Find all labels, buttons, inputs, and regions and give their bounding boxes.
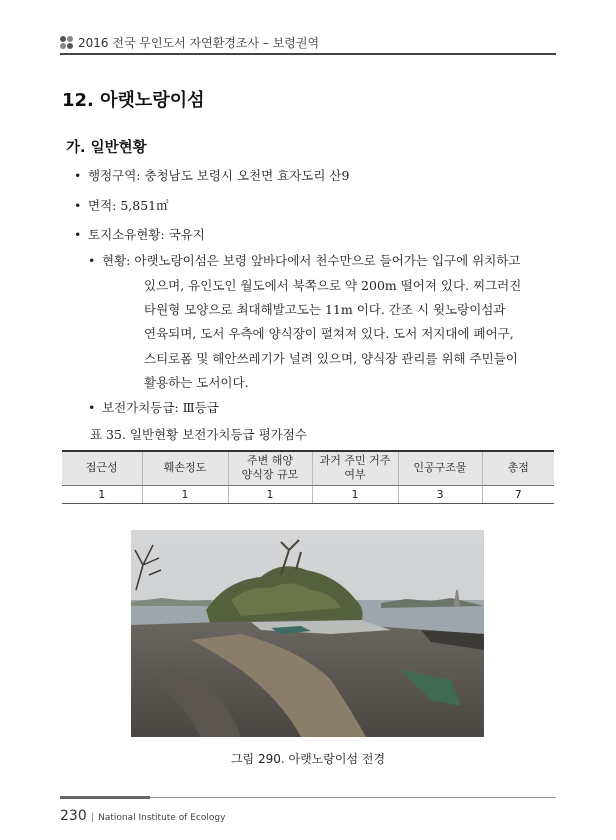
bullet-status: [88, 249, 520, 273]
page-number: 230: [60, 808, 87, 824]
footer-rule: [60, 797, 556, 798]
table-cell: 7: [482, 485, 554, 503]
table-header-text: 접근성: [85, 461, 118, 475]
bullet-area: [74, 194, 169, 218]
header-dots-icon: [60, 36, 74, 50]
table-header-cell: [228, 451, 312, 485]
table-row: [62, 485, 554, 503]
table-header-text: 인공구조물: [413, 461, 467, 475]
status-line: 스티로폼 및 해안쓰레기가 널려 있으며, 양식장 관리를 위해 주민들이: [144, 350, 518, 366]
header-rule: [60, 53, 556, 55]
table-header-cell: [482, 451, 554, 485]
footer-institute: National Institute of Ecology: [98, 813, 226, 823]
bullet-grade-text: 보전가치등급: Ⅲ등급: [102, 400, 219, 415]
table-header-text: 주변 해양 양식장 규모: [241, 454, 299, 482]
table-cell: 1: [142, 485, 228, 503]
bullet-admin-text: 행정구역: 충청남도 보령시 오천면 효자도리 산9: [88, 168, 350, 183]
header-title: 2016 전국 무인도서 자연환경조사 – 보령권역: [78, 36, 320, 50]
bullet-dot: •: [88, 400, 96, 415]
table-cell: 1: [312, 485, 398, 503]
evaluation-table: [62, 450, 554, 504]
table-cell: 1: [228, 485, 312, 503]
bullet-grade: [88, 396, 219, 420]
table-header-text: 과거 주민 거주 여부: [319, 454, 391, 482]
island-photo: [131, 530, 484, 737]
status-line: 아랫노랑이섬은 보령 앞바다에서 천수만으로 들어가는 입구에 위치하고: [134, 253, 521, 268]
table-header-row: [62, 451, 554, 485]
table-cell: 3: [398, 485, 482, 503]
bullet-dot: •: [88, 253, 96, 268]
status-paragraph: [144, 274, 556, 395]
bullet-dot: •: [74, 227, 82, 242]
table-header-cell: [142, 451, 228, 485]
table-caption: 표 35. 일반현황 보전가치등급 평가점수: [90, 427, 307, 442]
footer-rule-accent: [60, 796, 150, 799]
status-line: 있으며, 유인도인 월도에서 북쪽으로 약 200m 떨어져 있다. 찌그러진: [144, 278, 522, 293]
table-header-text: 총점: [507, 461, 529, 475]
status-line: 활용하는 도서이다.: [144, 374, 249, 390]
bullet-area-text: 면적: 5,851㎡: [88, 198, 169, 213]
bullet-ownership-text: 토지소유현황: 국유지: [88, 227, 205, 242]
island-photo-illustration: [131, 530, 484, 737]
bullet-status-label: 현황:: [102, 253, 131, 268]
bullet-dot: •: [74, 168, 82, 183]
status-line: 연육되며, 도서 우측에 양식장이 펼쳐져 있다. 도서 저지대에 폐어구,: [144, 326, 514, 342]
bullet-dot: •: [74, 198, 82, 213]
figure-caption: 그림 290. 아랫노랑이섬 전경: [230, 752, 386, 766]
table-header-cell: [312, 451, 398, 485]
page-footer: [60, 805, 225, 824]
table-header-cell: [398, 451, 482, 485]
running-header: [60, 33, 556, 55]
footer-separator: |: [90, 812, 95, 823]
bullet-admin: [74, 164, 349, 188]
table-cell: 1: [62, 485, 142, 503]
bullet-ownership: [74, 223, 205, 247]
table-header-cell: [62, 451, 142, 485]
subsection-title: 가. 일반현황: [66, 140, 147, 156]
table-header-text: 훼손정도: [163, 461, 207, 475]
status-line: 타원형 모양으로 최대해발고도는 11m 이다. 간조 시 윗노랑이섬과: [144, 302, 506, 318]
section-title: 12. 아랫노랑이섬: [62, 90, 205, 111]
